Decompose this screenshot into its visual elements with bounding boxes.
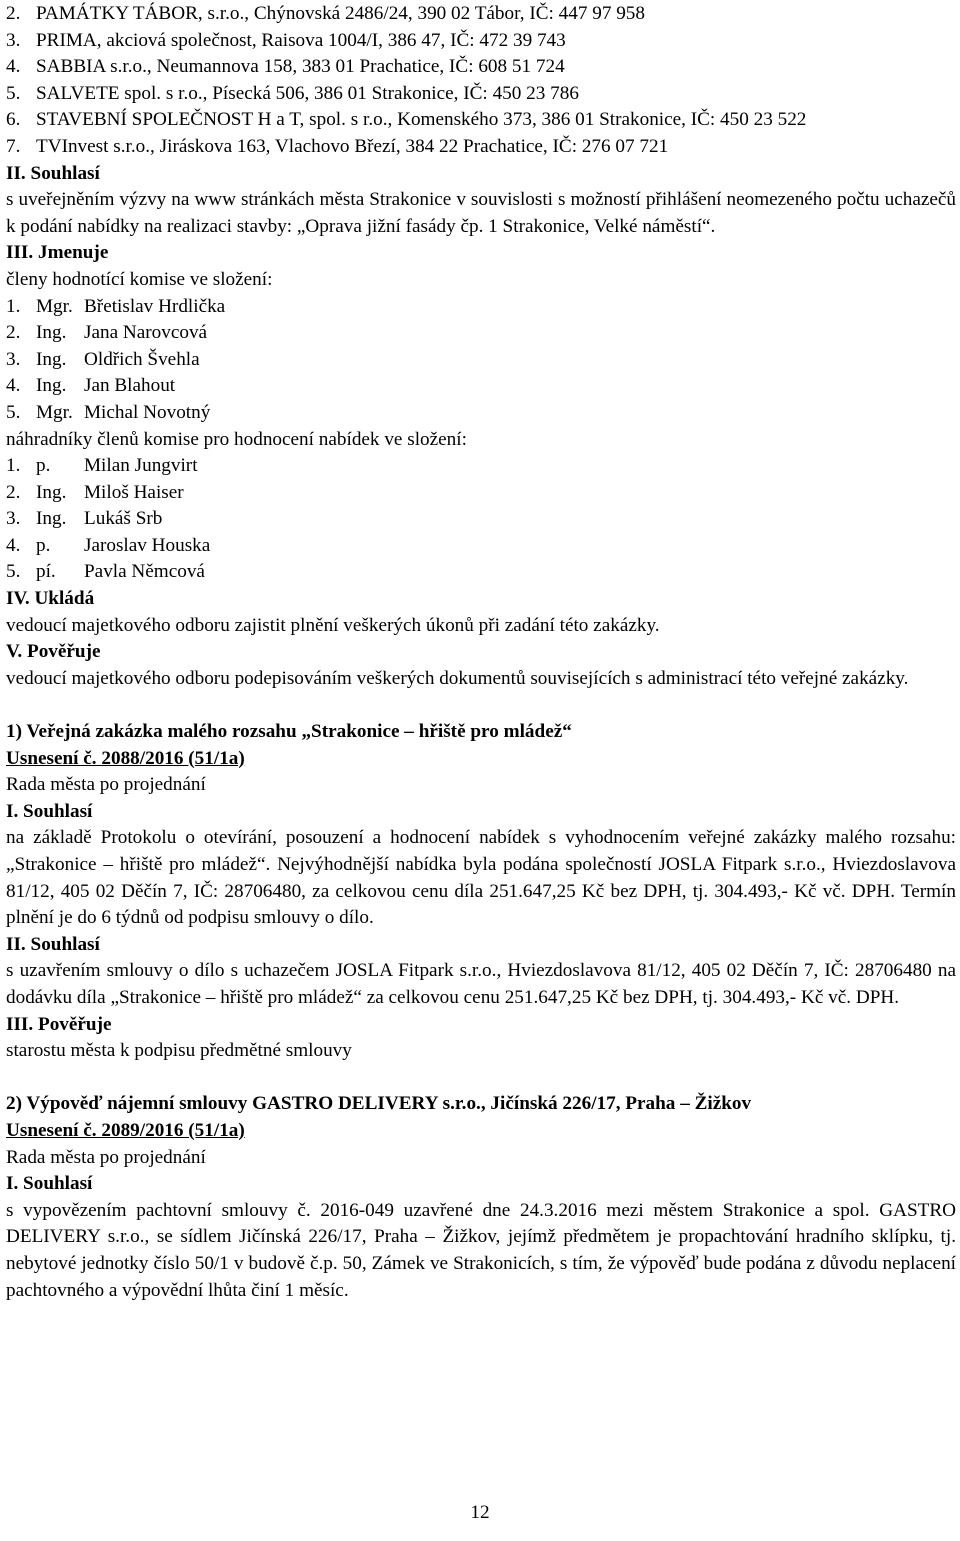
- section-heading: I. Souhlasí: [6, 800, 93, 822]
- paragraph: na základě Protokolu o otevírání, posouzení a hodnocení nabídek s vyhodnocením veřejné zakázky malého rozsahu: „Strakonice – hřiště pro mládež“. Nejvýhodnější nabídka byla podána společností JOSLA Fitpark s.r.o., Hviezdoslavova 81/12, 405 02 Děčín 7, IČ: 28706480, za celkovou cenu díla 251.647,25 Kč bez DPH, tj. 304.493,- Kč vč. DPH. Termín plnění je do 6 týdnů od podpisu smlouvy o dílo.: [6, 827, 956, 929]
- item-number: 3.: [6, 29, 21, 51]
- item-text: STAVEBNÍ SPOLEČNOST H a T, spol. s r.o., Komenského 373, 386 01 Strakonice, IČ: 450 23 522: [36, 109, 807, 131]
- list-item: [6, 54, 956, 81]
- list-item: [6, 107, 956, 134]
- list-item: [6, 1, 956, 28]
- list-item: 3. Ing. Oldřich Švehla: [6, 348, 200, 370]
- paragraph: s uzavřením smlouvy o dílo s uchazečem JOSLA Fitpark s.r.o., Hviezdoslavova 81/12, 405 02 Děčín 7, IČ: 28706480 na dodávku díla „Strakonice – hřiště pro mládež“ za celkovou cenu 251.647,25 Kč bez DPH, tj. 304.493,- Kč vč. DPH.: [6, 960, 956, 1008]
- section-heading: III. Jmenuje: [6, 242, 109, 264]
- paragraph: s uveřejněním výzvy na www stránkách města Strakonice v souvislosti s možností přihlášení neomezeného počtu uchazečů k podání nabídky na realizaci stavby: „Oprava jižní fasády čp. 1 Strakonice, Velké náměstí“.: [6, 189, 956, 237]
- item-number: 4.: [6, 56, 21, 78]
- list-item: 1. Mgr. Břetislav Hrdlička: [6, 295, 226, 317]
- document-page: [6, 1, 956, 1304]
- resolution-number: Usnesení č. 2089/2016 (51/1a): [6, 1119, 245, 1141]
- paragraph: s vypovězením pachtovní smlouvy č. 2016-049 uzavřené dne 24.3.2016 mezi městem Strakonice a spol. GASTRO DELIVERY s.r.o., se sídlem Jičínská 226/17, Praha – Žižkov, jejímž předmětem je propachtování hradního sklípku, tj. nebytové jednotky číslo 50/1 v budově č.p. 50, Zámek ve Strakonicích, s tím, že výpověď bude podána z důvodu neplacení pachtovného a výpovědní lhůta činí 1 měsíc.: [6, 1199, 956, 1301]
- list-item: 5. Mgr. Michal Novotný: [6, 401, 211, 423]
- page-number: 12: [470, 1502, 490, 1523]
- item-number: 7.: [6, 135, 21, 157]
- list-item: 5. pí. Pavla Němcová: [6, 561, 205, 583]
- list-item: [6, 81, 956, 108]
- item-text: SABBIA s.r.o., Neumannova 158, 383 01 Prachatice, IČ: 608 51 724: [36, 56, 565, 78]
- list-item: 4. p. Jaroslav Houska: [6, 534, 211, 556]
- paragraph: členy hodnotící komise ve složení:: [6, 268, 273, 290]
- section-heading: I. Souhlasí: [6, 1173, 93, 1195]
- section-heading: IV. Ukládá: [6, 588, 95, 610]
- item-number: 6.: [6, 109, 21, 131]
- item-text: TVInvest s.r.o., Jiráskova 163, Vlachovo Březí, 384 22 Prachatice, IČ: 276 07 721: [36, 135, 669, 157]
- resolution-number: Usnesení č. 2088/2016 (51/1a): [6, 747, 245, 769]
- item-text: SALVETE spol. s r.o., Písecká 506, 386 01 Strakonice, IČ: 450 23 786: [36, 82, 579, 104]
- section-heading: II. Souhlasí: [6, 162, 100, 184]
- paragraph: Rada města po projednání: [6, 1146, 206, 1168]
- section-heading: III. Pověřuje: [6, 1013, 112, 1035]
- item-text: PRIMA, akciová společnost, Raisova 1004/I, 386 47, IČ: 472 39 743: [36, 29, 566, 51]
- paragraph: vedoucí majetkového odboru podepisováním veškerých dokumentů souvisejících s administrací této veřejné zakázky.: [6, 667, 909, 689]
- list-item: 4. Ing. Jan Blahout: [6, 375, 176, 397]
- item-number: 2.: [6, 3, 21, 24]
- company-list: [6, 1, 956, 161]
- agenda-item-title: 1) Veřejná zakázka malého rozsahu „Strakonice – hřiště pro mládež“: [6, 721, 572, 743]
- list-item: 2. Ing. Jana Narovcová: [6, 322, 208, 344]
- list-item: [6, 134, 956, 161]
- committee-members-list: [6, 294, 956, 427]
- paragraph: vedoucí majetkového odboru zajistit plnění veškerých úkonů při zadání této zakázky.: [6, 614, 660, 636]
- list-item: 3. Ing. Lukáš Srb: [6, 508, 163, 530]
- paragraph: náhradníky členů komise pro hodnocení nabídek ve složení:: [6, 428, 467, 450]
- item-number: 5.: [6, 82, 21, 104]
- list-item: 1. p. Milan Jungvirt: [6, 455, 198, 477]
- list-item: 2. Ing. Miloš Haiser: [6, 481, 184, 503]
- item-text: PAMÁTKY TÁBOR, s.r.o., Chýnovská 2486/24, 390 02 Tábor, IČ: 447 97 958: [36, 3, 645, 24]
- paragraph: Rada města po projednání: [6, 774, 206, 796]
- agenda-item-title: 2) Výpověď nájemní smlouvy GASTRO DELIVERY s.r.o., Jičínská 226/17, Praha – Žižkov: [6, 1093, 752, 1115]
- list-item: [6, 28, 956, 55]
- section-heading: II. Souhlasí: [6, 933, 100, 955]
- alternate-members-list: [6, 453, 956, 586]
- section-heading: V. Pověřuje: [6, 641, 101, 663]
- paragraph: starostu města k podpisu předmětné smlouvy: [6, 1040, 352, 1062]
